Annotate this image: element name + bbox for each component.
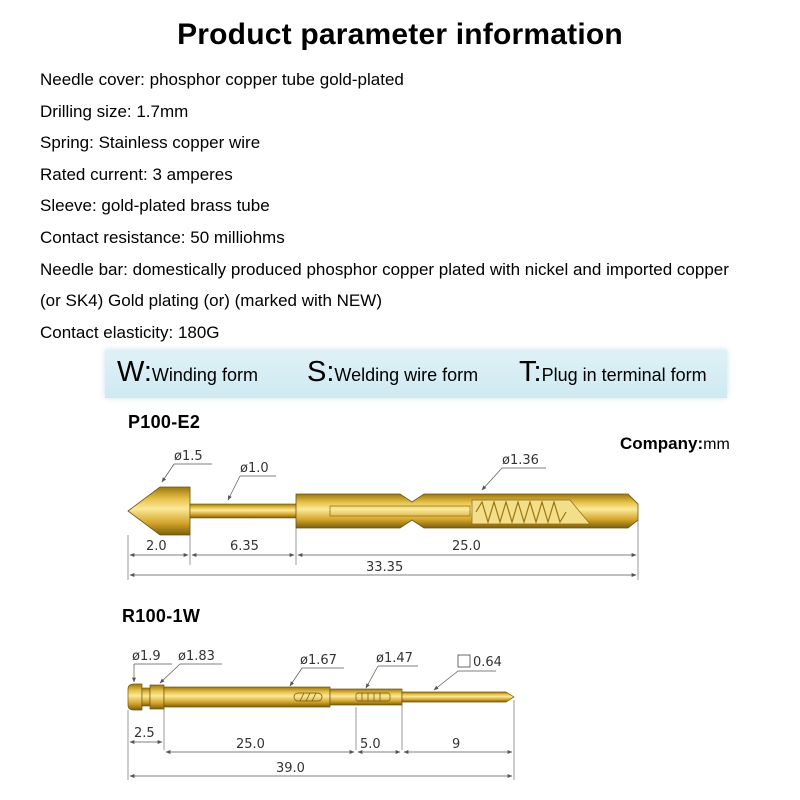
probe1-dim-total: 33.35 (366, 560, 404, 575)
param-needle-cover: Needle cover: phosphor copper tube gold-plated (40, 70, 404, 89)
probe2-sleeve (330, 689, 402, 705)
param-needle-bar-cont: (or SK4) Gold plating (or) (marked with NEW) (40, 291, 382, 311)
probe1-dim-a: 2.0 (146, 539, 167, 554)
probe2-dim-c: 5.0 (360, 737, 381, 752)
probe2-dia-c: ø1.67 (300, 653, 337, 668)
s-text: Welding wire form (334, 365, 479, 385)
probe2-dim-total: 39.0 (276, 761, 305, 776)
probe2-model: R100-1W (122, 606, 201, 626)
w-letter: W: (117, 356, 152, 388)
probe2-dim-a: 2.5 (134, 726, 155, 741)
probe2-dia-d: ø1.47 (376, 651, 413, 666)
probe2-dim-b: 25.0 (236, 737, 265, 752)
square-section-icon (458, 655, 470, 667)
probe2-leader-square (434, 671, 496, 690)
probe1-dim-b: 6.35 (230, 539, 259, 554)
company-label: Company: (620, 434, 704, 453)
probe2-square: 0.64 (473, 655, 502, 670)
param-sleeve: Sleeve: gold-plated brass tube (40, 196, 270, 216)
probe1-cone-tip (128, 487, 190, 535)
probe2-dim-d: 9 (452, 737, 461, 752)
probe2-leader-d (366, 666, 418, 688)
probe2-body (164, 687, 330, 707)
probe1-leader-tip (162, 464, 212, 482)
unit-text: mm (703, 436, 730, 453)
probe1-leader-shaft (228, 476, 276, 500)
probe1-dia-barrel: ø1.36 (502, 453, 539, 468)
param-rated-current: Rated current: 3 amperes (40, 164, 233, 184)
s-letter: S: (307, 356, 335, 388)
probe1-dia-tip: ø1.5 (174, 449, 203, 464)
t-letter: T: (519, 356, 542, 388)
param-contact-resistance: Contact resistance: 50 milliohms (40, 227, 285, 247)
page-title: Product parameter information (177, 18, 623, 51)
probe2-dia-a: ø1.9 (132, 649, 161, 664)
probe2-leader-b (160, 664, 222, 683)
w-text: Winding form (151, 365, 258, 385)
probe1-drawing (128, 449, 638, 580)
probe1-dim-c: 25.0 (452, 539, 481, 554)
probe2-dia-b: ø1.83 (178, 649, 215, 664)
param-contact-elasticity: Contact elasticity: 180G (40, 322, 220, 342)
param-needle-bar: Needle bar: domestically produced phosphor copper plated with nickel and imported copper (40, 259, 729, 279)
probe1-shaft (190, 504, 300, 518)
probe1-leader-barrel (482, 468, 546, 490)
probe1-model: P100-E2 (128, 412, 201, 432)
param-drilling-size: Drilling size: 1.7mm (40, 101, 189, 121)
probe2-neck (142, 688, 150, 706)
probe2-leader-c (290, 668, 344, 686)
param-spring: Spring: Stainless copper wire (40, 133, 261, 153)
probe2-head (128, 684, 142, 710)
probe2-leader-a (134, 664, 172, 682)
probe2-drawing (128, 649, 514, 780)
t-text: Plug in terminal form (541, 365, 707, 385)
probe1-dia-shaft: ø1.0 (240, 461, 269, 476)
probe2-collar (150, 685, 164, 709)
probe2-pin (402, 692, 514, 702)
